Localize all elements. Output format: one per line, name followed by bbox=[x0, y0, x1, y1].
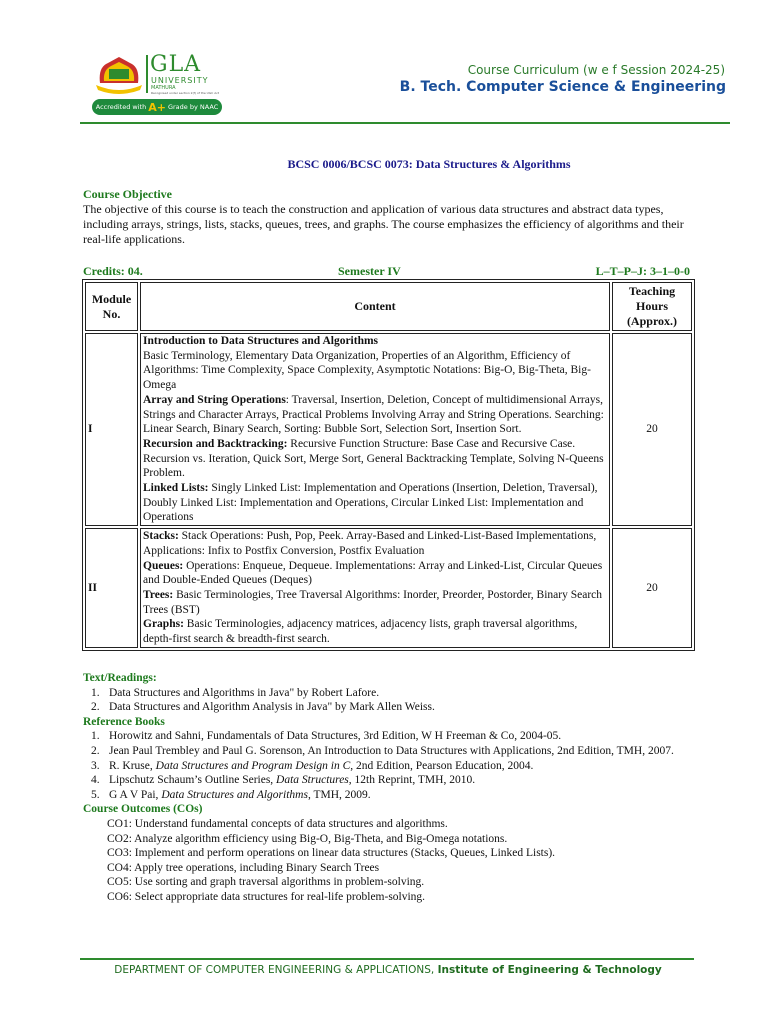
topic-title: Linked Lists: bbox=[143, 482, 209, 495]
topic bbox=[143, 481, 607, 525]
readings-heading: Text/Readings: bbox=[83, 672, 157, 684]
list-item: CO1: Understand fundamental concepts of data structures and algorithms. bbox=[107, 817, 448, 830]
footer-text bbox=[0, 964, 768, 976]
objective-text: The objective of this course is to teach the construction and application of various data structures and abstract data types, including arrays, strings, lists, stacks, queues, trees, and graphs. The course emphasizes the efficiency of algorithms and their real-life applications. bbox=[83, 202, 684, 246]
references-list bbox=[83, 729, 703, 802]
objective-heading: Course Objective bbox=[83, 187, 172, 201]
list-item: CO3: Implement and perform operations on linear data structures (Stacks, Queues, Linked Lists). bbox=[107, 847, 556, 860]
list-item: 4. Lipschutz Schaum’s Outline Series, Data Structures, 12th Reprint, TMH, 2010. bbox=[91, 774, 476, 787]
list-item: CO6: Select appropriate data structures for real-life problem-solving. bbox=[107, 890, 426, 903]
outcomes-heading: Course Outcomes (COs) bbox=[83, 803, 203, 816]
curriculum-session: Course Curriculum (w e f Session 2024-25) bbox=[467, 63, 725, 77]
list-item: 2. Data Structures and Algorithm Analysis in Java" by Mark Allen Weiss. bbox=[91, 701, 435, 714]
teaching-hours: 20 bbox=[612, 528, 692, 648]
logo-city: MATHURA bbox=[151, 85, 176, 91]
semester: Semester IV bbox=[338, 264, 401, 278]
header-content: Content bbox=[140, 282, 610, 331]
list-item: 1. Data Structures and Algorithms in Java" by Robert Lafore. bbox=[91, 686, 380, 699]
program-title: B. Tech. Computer Science & Engineering bbox=[399, 79, 726, 95]
topic-text: Recursive Function Structure: Base Case and Recursive Case. Recursion vs. Iteration, Quick Sort, Merge Sort, General Backtracking Template, Solving N-Queens Problem. bbox=[143, 437, 604, 480]
topic bbox=[143, 559, 607, 588]
topic-title: Stacks: bbox=[143, 530, 179, 543]
topic bbox=[143, 588, 607, 617]
header-rule bbox=[80, 122, 730, 124]
teaching-hours: 20 bbox=[612, 333, 692, 526]
list-item: 3. R. Kruse, Data Structures and Program Design in C, 2nd Edition, Pearson Education, 2004. bbox=[91, 759, 534, 772]
module-content bbox=[140, 333, 610, 526]
footer-department: DEPARTMENT OF COMPUTER ENGINEERING & APPLICATIONS, bbox=[114, 964, 435, 976]
topic-text: Traversal, Insertion, Deletion, Concept of multidimensional Arrays, Strings and Character Arrays, Practical Problems Involving Array and String Operations. Searching: Linear Search, Binary Search, Sorting: Bubble Sort, Selection Sort, Insertion Sort. bbox=[143, 393, 604, 436]
naac-grade: A+ bbox=[148, 100, 166, 114]
list-item: 1. Horowitz and Sahni, Fundamentals of Data Structures, 3rd Edition, W H Freeman & Co, 2004-05. bbox=[91, 730, 562, 743]
topic: Array and String Operations: Traversal, Insertion, Deletion, Concept of multidimensional Arrays, Strings and Character Arrays, Practical Problems Involving Array and String Operations. Searching: Linear Search, Binary Search, Sorting: Bubble Sort, Selection Sort, Insertion Sort. bbox=[143, 393, 604, 436]
topic-text: Operations: Enqueue, Dequeue. Implementations: Array and Linked-List, Circular Queues and Double-Ended Queues (Deques) bbox=[143, 559, 603, 587]
footer-institute: Institute of Engineering & Technology bbox=[437, 964, 662, 976]
topic-title: Queues: bbox=[143, 559, 184, 572]
readings-list bbox=[83, 686, 703, 715]
university-emblem-icon bbox=[94, 55, 144, 97]
naac-prefix: Accredited with bbox=[95, 103, 147, 111]
topic-text: Singly Linked List: Implementation and Operations (Insertion, Deletion, Traversal), Doubly Linked List: Implementation and Operations, Circular Linked List: Implementation and Operations bbox=[143, 482, 598, 524]
curriculum-table bbox=[82, 279, 695, 651]
list-item: 2. Jean Paul Trembley and Paul G. Sorenson, An Introduction to Data Structures with Applications, 2nd Edition, TMH, 2007. bbox=[91, 744, 674, 757]
topic bbox=[143, 529, 607, 558]
module-content bbox=[140, 528, 610, 648]
outcomes-list bbox=[83, 817, 703, 905]
module-no: I bbox=[85, 333, 138, 526]
topic-title: Trees: bbox=[143, 588, 174, 601]
topic bbox=[143, 334, 607, 393]
table-row bbox=[85, 528, 692, 648]
credits: Credits: 04. bbox=[83, 264, 143, 278]
list-item: CO2: Analyze algorithm efficiency using Big-O, Big-Theta, and Big-Omega notations. bbox=[107, 832, 508, 845]
footer-rule bbox=[80, 958, 694, 960]
topic-text: Basic Terminologies, Tree Traversal Algorithms: Inorder, Preorder, Postorder, Binary Search Trees (BST) bbox=[143, 588, 603, 616]
lower-section bbox=[83, 671, 703, 905]
module-no: II bbox=[85, 528, 138, 648]
header-module: Module No. bbox=[85, 282, 138, 331]
topic bbox=[143, 617, 607, 646]
topic-title: Graphs: bbox=[143, 618, 184, 631]
list-item: 5. G A V Pai, Data Structures and Algorithms, TMH, 2009. bbox=[91, 788, 371, 801]
topic-text: Basic Terminology, Elementary Data Organization, Properties of an Algorithm, Efficiency of Algorithms: Time Complexity, Space Complexity, Asymptotic Notations: Big-O, Big-Theta, Big-Omega bbox=[143, 349, 591, 392]
logo-name: GLA bbox=[150, 52, 202, 77]
list-item: CO4: Apply tree operations, including Binary Search Trees bbox=[107, 861, 380, 874]
table-header-row bbox=[85, 282, 692, 331]
topic-text: Stack Operations: Push, Pop, Peek. Array-Based and Linked-List-Based Implementations, Applications: Infix to Postfix Conversion, Postfix Evaluation bbox=[143, 530, 597, 557]
references-heading: Reference Books bbox=[83, 715, 165, 728]
naac-badge bbox=[92, 99, 222, 115]
logo-tagline: Recognised under section 2(f) of the UGC Act bbox=[151, 91, 220, 95]
university-logo bbox=[94, 52, 224, 117]
course-title: BCSC 0006/BCSC 0073: Data Structures & Algorithms bbox=[287, 157, 571, 171]
ltpj: L–T–P–J: 3–1–0-0 bbox=[595, 264, 690, 278]
topic bbox=[143, 437, 607, 481]
topic-title: Introduction to Data Structures and Algorithms bbox=[143, 335, 379, 347]
list-item: CO5: Use sorting and graph traversal algorithms in problem-solving. bbox=[107, 876, 425, 889]
topic-title: Array and String Operations bbox=[143, 393, 286, 406]
logo-subtitle: UNIVERSITY bbox=[151, 76, 209, 85]
table-row bbox=[85, 333, 692, 526]
topic-text: Basic Terminologies, adjacency matrices, adjacency lists, graph traversal algorithms, depth-first search & breadth-first search. bbox=[143, 618, 578, 646]
topic-title: Recursion and Backtracking: bbox=[143, 437, 288, 450]
header-hours: Teaching Hours (Approx.) bbox=[612, 282, 692, 331]
naac-suffix: Grade by NAAC bbox=[167, 103, 219, 111]
